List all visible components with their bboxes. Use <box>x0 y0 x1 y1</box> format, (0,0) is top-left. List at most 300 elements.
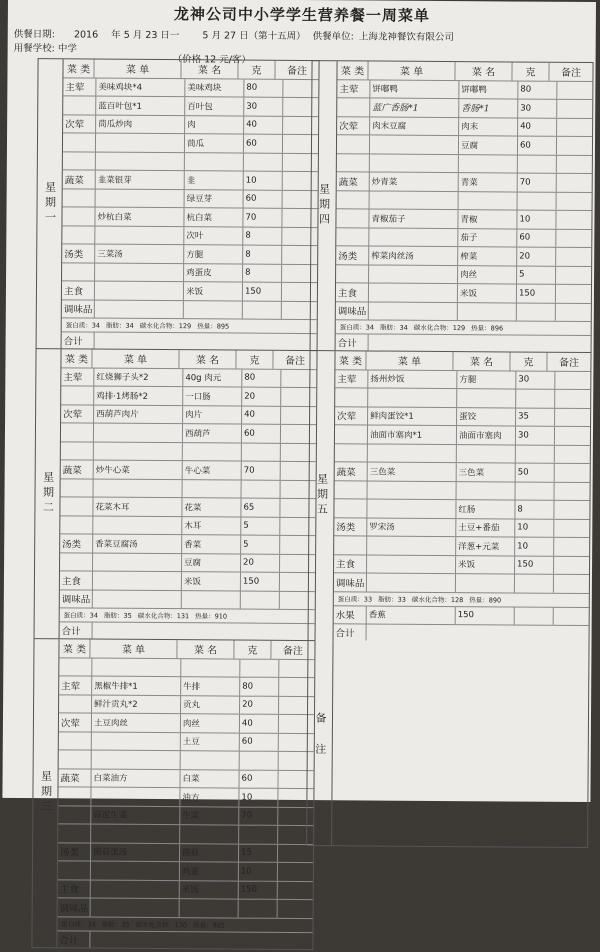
price-note: （价格 12 元/客） <box>172 54 251 66</box>
cell-type <box>337 154 370 172</box>
header-type: 菜 类 <box>59 639 90 657</box>
total-row <box>336 334 591 352</box>
cell-note <box>557 118 592 136</box>
date-to: 5 月 27 日（第十五周） <box>202 30 306 43</box>
cell-dish <box>93 516 182 534</box>
header-dish: 菜 单 <box>368 61 455 79</box>
table-row <box>337 191 592 211</box>
cell-type <box>334 536 367 554</box>
nutrition-protein: 蛋白质：34 <box>65 321 101 330</box>
cell-type <box>335 481 368 499</box>
nutrition-energy: 热量：890 <box>469 595 502 604</box>
header-dish: 菜 单 <box>90 640 177 658</box>
table-row <box>61 423 316 443</box>
cell-type <box>62 263 95 281</box>
table-row <box>63 78 318 98</box>
cell-dish <box>92 658 181 676</box>
cell-type: 汤类 <box>334 518 367 536</box>
cell-grams: 30 <box>516 427 555 445</box>
cell-type <box>58 787 91 805</box>
table-row <box>334 518 589 538</box>
cell-dish <box>91 899 180 917</box>
cell-dish <box>93 590 182 608</box>
cell-grams: 70 <box>242 462 281 480</box>
cell-grams: 70 <box>243 209 282 227</box>
cell-ingredient: 西葫芦 <box>183 424 242 442</box>
table-row <box>334 499 589 519</box>
header-note: 备注 <box>286 66 308 78</box>
cell-grams: 80 <box>242 369 281 387</box>
table-row <box>337 80 592 100</box>
cell-type: 次荤 <box>337 117 370 135</box>
cell-grams <box>517 303 556 321</box>
cell-type: 主食 <box>334 555 367 573</box>
cell-dish: 饼嘟鸭 <box>370 80 459 98</box>
nutrition-fat: 脂肪：34 <box>379 323 408 332</box>
menu-sheet <box>2 0 596 946</box>
cell-note <box>557 81 592 99</box>
cell-note <box>556 229 591 247</box>
cell-ingredient: 次叶 <box>184 227 243 245</box>
cell-dish: 三菜汤 <box>95 245 184 263</box>
nutrition-protein: 蛋白质：33 <box>337 594 373 604</box>
cell-dish: 青椒茄子 <box>369 209 458 227</box>
cell-dish: 蓝百叶包*1 <box>96 97 185 115</box>
nutrition-protein: 蛋白质：34 <box>339 323 375 332</box>
table-row <box>63 96 318 116</box>
cell-type: 汤类 <box>336 246 369 264</box>
supplier-label: 供餐单位: <box>312 31 354 43</box>
cell-grams: 8 <box>243 227 282 245</box>
cell-ingredient: 木耳 <box>182 517 241 535</box>
cell-grams <box>239 826 278 844</box>
date-label: 供餐日期: <box>13 28 55 41</box>
table-header <box>335 351 590 371</box>
cell-type: 主食 <box>336 283 369 301</box>
cell-type: 次荤 <box>61 405 94 423</box>
header-ingredient: 菜 名 <box>453 352 510 370</box>
header-note: 备注 <box>558 358 580 370</box>
cell-dish <box>96 134 185 152</box>
table-row <box>60 497 315 517</box>
cell-ingredient: 生菜 <box>180 807 239 825</box>
cell-dish: 蒜泥生菜 <box>91 806 180 824</box>
cell-type: 主食 <box>60 571 93 589</box>
cell-dish <box>91 880 180 898</box>
cell-grams <box>518 155 557 173</box>
cell-grams: 40 <box>242 406 281 424</box>
cell-dish <box>94 424 183 442</box>
cell-grams: 80 <box>240 678 279 696</box>
cell-grams: 60 <box>244 135 283 153</box>
table-row <box>334 555 589 575</box>
header-dish: 菜 单 <box>94 60 181 78</box>
cell-grams: 10 <box>517 211 556 229</box>
day-grid <box>60 349 317 640</box>
cell-grams: 30 <box>516 371 555 389</box>
table-row <box>335 370 590 390</box>
cell-grams: 5 <box>517 266 556 284</box>
table-header <box>61 349 316 369</box>
cell-type <box>334 499 367 517</box>
cell-grams: 10 <box>515 519 554 537</box>
total-row <box>334 624 589 642</box>
cell-grams: 35 <box>516 408 555 426</box>
nutrition-energy: 热量：895 <box>197 322 230 331</box>
table-row <box>63 115 318 135</box>
cell-type: 汤类 <box>60 534 93 552</box>
cell-grams: 150 <box>243 283 282 301</box>
cell-dish <box>369 265 458 283</box>
right-column <box>306 60 593 848</box>
total-label: 合计 <box>62 332 95 348</box>
cell-grams <box>240 752 279 770</box>
table-row <box>336 228 591 248</box>
table-row <box>58 787 313 807</box>
cell-note <box>556 211 591 229</box>
header-grams: 克 <box>238 61 275 79</box>
header-ingredient: 菜 名 <box>181 60 238 78</box>
day-label: 星期一 <box>37 59 64 348</box>
cell-ingredient: 米饭 <box>182 572 241 590</box>
cell-note <box>557 155 592 173</box>
cell-grams: 50 <box>516 464 555 482</box>
cell-type <box>63 189 96 207</box>
cell-ingredient <box>457 389 516 407</box>
cell-grams: 150 <box>515 556 554 574</box>
cell-dish <box>369 302 458 320</box>
cell-note <box>554 575 589 593</box>
cell-dish: 花菜木耳 <box>93 498 182 516</box>
table-row <box>59 676 314 696</box>
cell-type <box>58 824 91 842</box>
cell-type: 主荤 <box>337 80 370 98</box>
cell-type <box>337 98 370 116</box>
total-row <box>62 332 317 350</box>
table-row <box>337 98 592 118</box>
cell-grams: 5 <box>241 536 280 554</box>
cell-grams: 60 <box>240 770 279 788</box>
cell-dish: 鸡排·1烤肠*2 <box>94 387 183 405</box>
cell-type: 主荤 <box>59 676 92 694</box>
cell-dish <box>92 732 181 750</box>
cell-grams: 15 <box>239 844 278 862</box>
cell-dish <box>93 553 182 571</box>
cell-type <box>61 423 94 441</box>
cell-type: 蔬菜 <box>59 769 92 787</box>
cell-ingredient: 绿豆芽 <box>185 190 244 208</box>
cell-dish: 扬州炒饭 <box>368 370 457 388</box>
day-grid <box>334 351 591 642</box>
cell-grams: 30 <box>244 98 283 116</box>
cell-dish <box>370 135 459 153</box>
cell-type: 汤类 <box>58 843 91 861</box>
day-grid <box>57 639 314 948</box>
cell-ingredient: 鸡蛋 <box>180 862 239 880</box>
cell-grams: 150 <box>241 573 280 591</box>
cell-ingredient <box>185 153 244 171</box>
nutrition-fat: 脂肪：33 <box>378 595 406 604</box>
cell-dish <box>95 263 184 281</box>
day-block-thursday <box>310 60 594 352</box>
cell-note <box>555 390 590 408</box>
cell-type <box>63 96 96 114</box>
cell-note <box>554 556 589 574</box>
cell-ingredient: 肉丝 <box>458 266 517 284</box>
cell-ingredient: 花菜 <box>182 498 241 516</box>
table-row <box>335 444 590 464</box>
nutrition-fat: 脂肪：34 <box>105 321 134 330</box>
cell-ingredient: 青椒 <box>458 210 517 228</box>
cell-type: 调味品 <box>334 573 367 591</box>
table-row <box>62 281 317 301</box>
table-row <box>336 302 591 322</box>
total-row <box>57 931 312 949</box>
nutrition-protein: 蛋白质：34 <box>63 611 99 620</box>
cell-dish <box>370 191 459 209</box>
cell-ingredient <box>456 574 515 592</box>
table-row <box>335 407 590 427</box>
cell-ingredient: 米饭 <box>180 881 239 899</box>
cell-dish <box>91 788 180 806</box>
cell-grams: 10 <box>244 172 283 190</box>
cell-grams: 8 <box>243 246 282 264</box>
cell-type: 蔬菜 <box>337 172 370 190</box>
cell-ingredient <box>183 480 242 498</box>
cell-note <box>557 137 592 155</box>
cell-type: 蔬菜 <box>335 462 368 480</box>
cell-note <box>554 538 589 556</box>
table-row <box>60 571 315 591</box>
cell-type <box>337 191 370 209</box>
cell-grams <box>242 480 281 498</box>
cell-type <box>335 425 368 443</box>
cell-type <box>335 444 368 462</box>
cell-dish: 鲜肉蛋饺*1 <box>368 407 457 425</box>
cell-ingredient <box>180 825 239 843</box>
table-row <box>59 732 314 752</box>
cell-dish: 油面市塞肉*1 <box>368 425 457 443</box>
table-row <box>334 573 589 593</box>
cell-note <box>278 844 313 862</box>
cell-ingredient: 香菜 <box>182 535 241 553</box>
cell-note <box>557 192 592 210</box>
cell-grams: 30 <box>518 100 557 118</box>
table-row <box>63 133 318 153</box>
cell-grams <box>243 301 282 319</box>
cell-ingredient: 三色菜 <box>457 463 516 481</box>
school-name: 中学 <box>57 43 77 55</box>
table-row <box>60 590 315 610</box>
handwritten-ingredient: 香肠*1 <box>459 99 518 117</box>
cell-note <box>278 863 313 881</box>
cell-type <box>60 516 93 534</box>
cell-ingredient: 肉末 <box>459 118 518 136</box>
cell-dish: 榨菜肉丝汤 <box>369 246 458 264</box>
cell-grams: 60 <box>244 190 283 208</box>
fruit-grams: 150 <box>456 607 515 625</box>
header-type: 菜 类 <box>337 61 368 79</box>
cell-ingredient: 方腿 <box>184 245 243 263</box>
table-row <box>336 283 591 303</box>
cell-grams: 150 <box>239 881 278 899</box>
cell-grams: 8 <box>243 264 282 282</box>
cell-ingredient: 肉 <box>185 116 244 134</box>
header-type: 菜 类 <box>335 351 366 369</box>
table-row <box>59 750 314 770</box>
header-dish: 菜 单 <box>366 351 453 369</box>
table-row <box>60 534 315 554</box>
cell-dish <box>367 536 456 554</box>
cell-ingredient <box>183 443 242 461</box>
cell-ingredient: 鸡蛋皮 <box>184 264 243 282</box>
date-from: 年 5 月 23 日一 <box>111 29 180 42</box>
cell-ingredient <box>459 192 518 210</box>
cell-grams: 8 <box>515 501 554 519</box>
nutrition-carb: 碳水化合物：131 <box>137 611 190 621</box>
cell-ingredient: 百叶包 <box>185 97 244 115</box>
cell-ingredient <box>457 445 516 463</box>
cell-dish: 韭菜银芽 <box>96 171 185 189</box>
table-row <box>336 265 591 285</box>
cell-type <box>336 209 369 227</box>
cell-type <box>59 750 92 768</box>
nutrition-carb: 碳水化合物：129 <box>413 323 466 333</box>
cell-note <box>554 501 589 519</box>
cell-type: 主荤 <box>335 370 368 388</box>
table-row <box>61 442 316 462</box>
cell-ingredient: 40g 肉元 <box>183 369 242 387</box>
cell-ingredient: 杭白菜 <box>184 208 243 226</box>
cell-grams: 60 <box>517 229 556 247</box>
table-row <box>336 209 591 229</box>
table-row <box>63 189 318 209</box>
fruit-name: 香蕉 <box>367 606 456 624</box>
table-row <box>336 246 591 266</box>
cell-type <box>63 152 96 170</box>
cell-ingredient <box>181 751 240 769</box>
day-block-tuesday <box>34 348 318 640</box>
cell-type: 蔬菜 <box>61 460 94 478</box>
table-row <box>335 388 590 408</box>
cell-grams: 10 <box>239 789 278 807</box>
cell-dish <box>369 283 458 301</box>
cell-grams: 80 <box>518 81 557 99</box>
cell-ingredient <box>459 155 518 173</box>
document-title: 龙神公司中小学学生营养餐一周菜单 <box>173 5 430 25</box>
cell-grams <box>515 607 554 625</box>
cell-grams <box>244 153 283 171</box>
cell-dish <box>368 481 457 499</box>
nutrition-protein: 蛋白质：34 <box>61 919 96 929</box>
cell-type: 主食 <box>58 880 91 898</box>
cell-ingredient: 方腿 <box>457 371 516 389</box>
cell-grams: 60 <box>518 137 557 155</box>
cell-dish: 鲜汁贡丸*2 <box>92 695 181 713</box>
fruit-row <box>334 606 589 626</box>
cell-ingredient: 土豆+番茄 <box>456 519 515 537</box>
cell-note <box>557 100 592 118</box>
cell-type <box>62 207 95 225</box>
cell-ingredient <box>182 591 241 609</box>
cell-dish: 三色菜 <box>368 462 457 480</box>
header-dish: 菜 单 <box>92 350 179 368</box>
cell-ingredient <box>181 659 240 677</box>
cell-grams: 60 <box>242 425 281 443</box>
header-ingredient: 菜 名 <box>179 350 236 368</box>
table-row <box>60 553 315 573</box>
supplier-name: 上海龙神餐饮有限公司 <box>358 31 454 44</box>
nutrition-fat: 脂肪：35 <box>101 920 130 929</box>
cell-type <box>62 226 95 244</box>
cell-note <box>556 248 591 266</box>
cell-dish <box>370 154 459 172</box>
table-row <box>58 898 313 918</box>
notes-label: 备注 <box>307 640 333 845</box>
nutrition-energy: 热量：905 <box>192 920 225 929</box>
cell-grams: 10 <box>239 863 278 881</box>
cell-ingredient: 青菜 <box>459 173 518 191</box>
total-label: 合计 <box>334 624 367 640</box>
table-row <box>58 880 313 900</box>
cell-note <box>555 427 590 445</box>
table-row <box>337 154 592 174</box>
cell-note <box>555 408 590 426</box>
nutrition-carb: 碳水化合物：129 <box>139 321 192 331</box>
cell-grams <box>242 443 281 461</box>
cell-ingredient: 肉片 <box>183 406 242 424</box>
cell-ingredient: 豆腐 <box>182 554 241 572</box>
cell-dish <box>91 825 180 843</box>
cell-type: 调味品 <box>58 898 91 916</box>
cell-dish: 肉末豆腐 <box>370 117 459 135</box>
cell-note <box>557 174 592 192</box>
cell-ingredient <box>458 303 517 321</box>
cell-ingredient: 洋葱+元菜 <box>456 537 515 555</box>
cell-grams: 20 <box>241 554 280 572</box>
cell-dish <box>94 442 183 460</box>
header-type: 菜 类 <box>63 59 94 77</box>
cell-type <box>59 658 92 676</box>
cell-grams: 5 <box>241 517 280 535</box>
cell-note <box>278 900 313 918</box>
cell-grams: 20 <box>517 248 556 266</box>
cell-ingredient: 豆腐 <box>459 136 518 154</box>
cell-dish <box>96 189 185 207</box>
cell-ingredient: 肉丝 <box>181 714 240 732</box>
table-row <box>61 479 316 499</box>
cell-grams <box>518 192 557 210</box>
cell-ingredient: 白菜 <box>181 770 240 788</box>
cell-type <box>61 479 94 497</box>
cell-grams: 40 <box>240 715 279 733</box>
cell-ingredient: 榨菜 <box>458 247 517 265</box>
cell-type: 蔬菜 <box>63 170 96 188</box>
cell-type <box>60 553 93 571</box>
school-line <box>14 40 77 54</box>
table-header <box>63 59 318 79</box>
nutrition-fat: 脂肪：35 <box>103 611 132 620</box>
cell-ingredient: 牛排 <box>181 677 240 695</box>
cell-type <box>337 135 370 153</box>
cell-dish: 红烧狮子头*2 <box>94 368 183 386</box>
cell-type <box>59 732 92 750</box>
header-grams: 克 <box>512 62 549 80</box>
cell-dish <box>95 226 184 244</box>
cell-grams <box>239 900 278 918</box>
cell-dish: 炒杭白菜 <box>95 208 184 226</box>
fruit-label: 水果 <box>334 606 367 624</box>
